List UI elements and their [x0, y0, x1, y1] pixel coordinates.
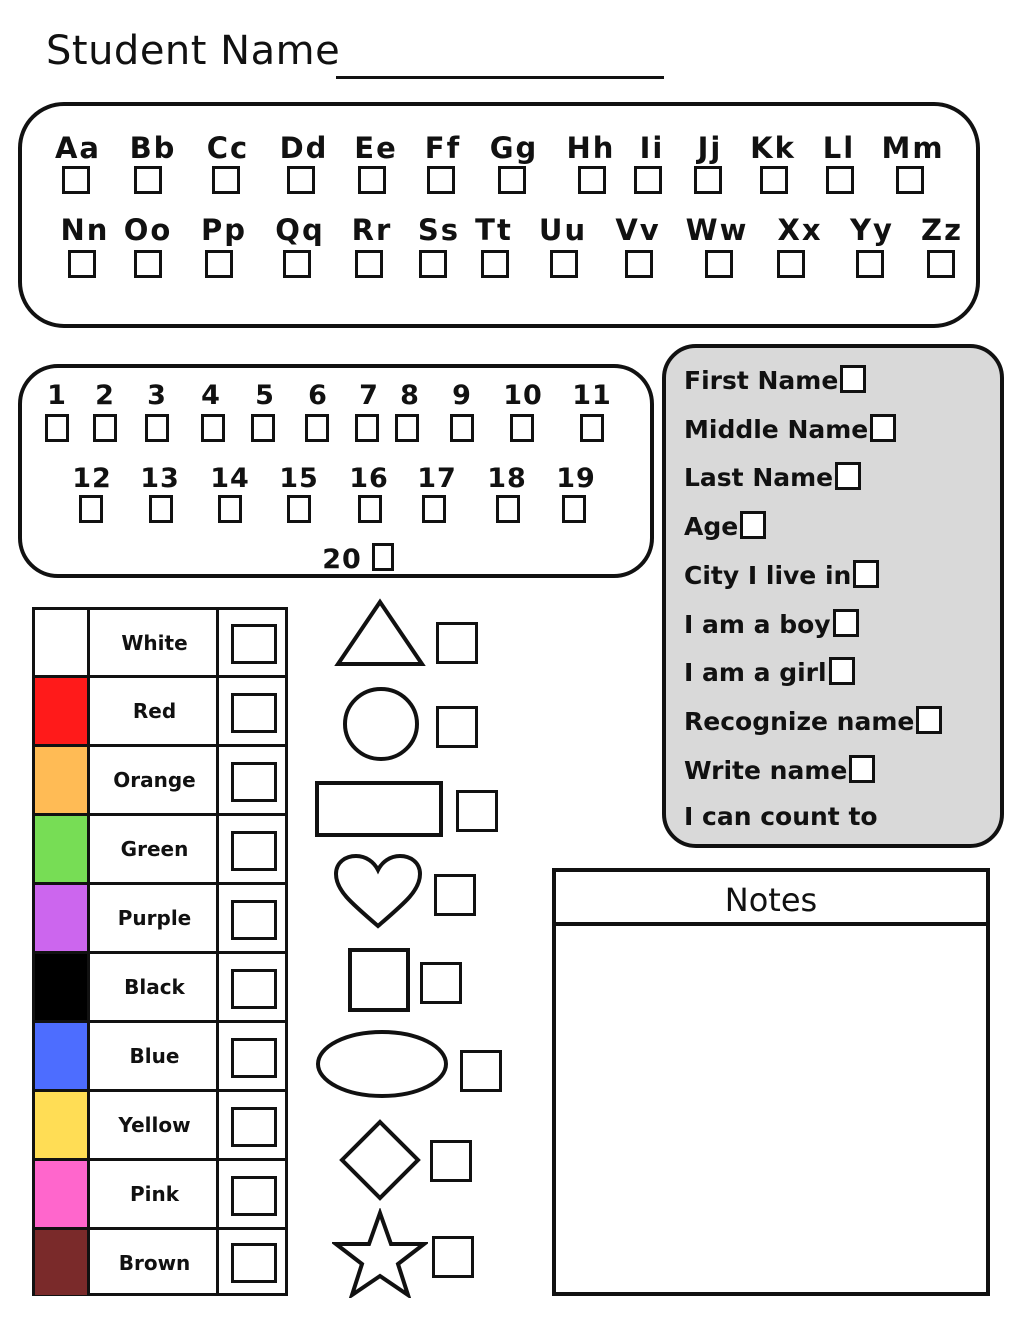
color-swatch — [35, 1161, 90, 1227]
color-row — [35, 1023, 285, 1092]
color-swatch — [35, 610, 90, 675]
color-checkbox[interactable] — [231, 1243, 277, 1283]
alphabet-checkbox[interactable] — [481, 250, 509, 278]
info-item-label: Middle Name — [684, 415, 869, 444]
alphabet-checkbox[interactable] — [634, 166, 662, 194]
number-checkbox[interactable] — [79, 495, 103, 523]
triangle-icon — [330, 596, 430, 670]
color-swatch — [35, 747, 90, 813]
alphabet-letter: Mm — [881, 131, 945, 165]
alphabet-letter: Aa — [54, 131, 102, 165]
info-item — [684, 804, 878, 829]
shape-checkbox[interactable] — [434, 874, 476, 916]
color-label: Green — [93, 816, 219, 882]
number-label: 10 — [503, 380, 543, 411]
number-label: 15 — [279, 463, 319, 494]
alphabet-checkbox[interactable] — [625, 250, 653, 278]
alphabet-letter: Xx — [777, 213, 823, 247]
info-item-checkbox[interactable] — [833, 609, 859, 637]
number-checkbox[interactable] — [287, 495, 311, 523]
number-checkbox[interactable] — [496, 495, 520, 523]
number-label: 16 — [349, 463, 389, 494]
shape-checkbox[interactable] — [430, 1140, 472, 1182]
number-checkbox[interactable] — [510, 414, 534, 442]
info-item-checkbox[interactable] — [916, 706, 942, 734]
number-checkbox[interactable] — [218, 495, 242, 523]
color-row — [35, 1092, 285, 1161]
color-table — [32, 607, 288, 1296]
circle-icon — [336, 684, 426, 764]
color-swatch — [35, 1092, 90, 1158]
number-label: 8 — [400, 380, 420, 411]
info-item — [684, 755, 875, 783]
number-label: 3 — [147, 380, 167, 411]
number-checkbox[interactable] — [580, 414, 604, 442]
color-label: Brown — [93, 1230, 219, 1295]
alphabet-checkbox[interactable] — [760, 166, 788, 194]
alphabet-checkbox[interactable] — [358, 166, 386, 194]
color-row — [35, 885, 285, 954]
info-item-checkbox[interactable] — [740, 511, 766, 539]
number-label: 2 — [95, 380, 115, 411]
number-label: 11 — [572, 380, 612, 411]
alphabet-letter: Ii — [639, 131, 665, 165]
alphabet-checkbox[interactable] — [283, 250, 311, 278]
alphabet-checkbox[interactable] — [550, 250, 578, 278]
shape-checkbox[interactable] — [420, 962, 462, 1004]
number-checkbox[interactable] — [305, 414, 329, 442]
student-name-line[interactable] — [336, 76, 664, 79]
number-label: 19 — [556, 463, 596, 494]
alphabet-checkbox[interactable] — [419, 250, 447, 278]
info-item-checkbox[interactable] — [840, 365, 866, 393]
color-row — [35, 678, 285, 747]
number-label: 7 — [359, 380, 379, 411]
alphabet-checkbox[interactable] — [134, 166, 162, 194]
alphabet-letter: Zz — [921, 213, 963, 247]
alphabet-checkbox[interactable] — [927, 250, 955, 278]
color-checkbox[interactable] — [231, 693, 277, 733]
alphabet-letter: Oo — [123, 213, 173, 247]
number-checkbox[interactable] — [45, 414, 69, 442]
star-icon — [332, 1208, 428, 1298]
number-label: 12 — [72, 463, 112, 494]
color-row — [35, 747, 285, 816]
color-label: Black — [93, 954, 219, 1020]
alphabet-letter: Ss — [417, 213, 461, 247]
info-item — [684, 511, 766, 539]
color-swatch — [35, 1230, 90, 1295]
student-name-label: Student Name — [46, 28, 341, 74]
alphabet-letter: Rr — [351, 213, 393, 247]
info-item-label: First Name — [684, 366, 839, 395]
number-label: 17 — [417, 463, 457, 494]
alphabet-checkbox[interactable] — [212, 166, 240, 194]
info-item — [684, 609, 859, 637]
square-icon — [344, 944, 414, 1016]
alphabet-checkbox[interactable] — [694, 166, 722, 194]
info-item — [684, 414, 896, 442]
color-checkbox[interactable] — [231, 1107, 277, 1147]
rectangle-icon — [312, 778, 446, 840]
color-label: Purple — [93, 885, 219, 951]
alphabet-letter: Hh — [566, 131, 616, 165]
alphabet-letter: Yy — [850, 213, 894, 247]
alphabet-letter: Ll — [822, 131, 856, 165]
color-label: Pink — [93, 1161, 219, 1227]
info-item — [684, 657, 855, 685]
info-item-checkbox[interactable] — [849, 755, 875, 783]
info-item-checkbox[interactable] — [835, 462, 861, 490]
info-item-label: I am a girl — [684, 658, 827, 687]
shape-checkbox[interactable] — [432, 1236, 474, 1278]
info-item-label: Write name — [684, 756, 848, 785]
alphabet-checkbox[interactable] — [578, 166, 606, 194]
color-label: Orange — [93, 747, 219, 813]
alphabet-checkbox[interactable] — [205, 250, 233, 278]
color-row — [35, 1161, 285, 1230]
color-label: Blue — [93, 1023, 219, 1089]
number-checkbox[interactable] — [355, 414, 379, 442]
number-checkbox[interactable] — [149, 495, 173, 523]
alphabet-letter: Qq — [275, 213, 325, 247]
color-label: White — [93, 610, 219, 675]
info-item-label: Recognize name — [684, 707, 915, 736]
number-label: 1 — [47, 380, 67, 411]
number-label: 9 — [452, 380, 472, 411]
number-label: 13 — [140, 463, 180, 494]
alphabet-letter: Dd — [279, 131, 329, 165]
color-label: Red — [93, 678, 219, 744]
number-label: 14 — [210, 463, 250, 494]
alphabet-letter: Bb — [129, 131, 177, 165]
shape-checkbox[interactable] — [436, 622, 478, 664]
alphabet-checkbox[interactable] — [777, 250, 805, 278]
alphabet-checkbox[interactable] — [498, 166, 526, 194]
alphabet-checkbox[interactable] — [896, 166, 924, 194]
info-item — [684, 462, 861, 490]
number-checkbox[interactable] — [562, 495, 586, 523]
number-checkbox[interactable] — [358, 495, 382, 523]
alphabet-checkbox[interactable] — [705, 250, 733, 278]
alphabet-checkbox[interactable] — [355, 250, 383, 278]
info-item-checkbox[interactable] — [870, 414, 896, 442]
color-checkbox[interactable] — [231, 1038, 277, 1078]
color-checkbox[interactable] — [231, 900, 277, 940]
alphabet-letter: Ee — [354, 131, 398, 165]
heart-icon — [330, 852, 426, 932]
color-checkbox[interactable] — [231, 762, 277, 802]
number-label: 5 — [255, 380, 275, 411]
color-checkbox[interactable] — [231, 624, 277, 664]
info-item — [684, 365, 866, 393]
color-swatch — [35, 678, 90, 744]
alphabet-checkbox[interactable] — [826, 166, 854, 194]
info-item — [684, 560, 879, 588]
color-swatch — [35, 954, 90, 1020]
alphabet-checkbox[interactable] — [134, 250, 162, 278]
alphabet-checkbox[interactable] — [62, 166, 90, 194]
oval-icon — [312, 1028, 452, 1100]
info-item-label: I am a boy — [684, 610, 831, 639]
notes-box[interactable] — [552, 868, 990, 1296]
number-label: 20 — [322, 544, 362, 575]
info-item — [684, 706, 942, 734]
color-row — [35, 816, 285, 885]
alphabet-letter: Ff — [424, 131, 462, 165]
number-checkbox[interactable] — [251, 414, 275, 442]
color-row — [35, 954, 285, 1023]
info-item-label: I can count to — [684, 802, 878, 831]
alphabet-checkbox[interactable] — [287, 166, 315, 194]
alphabet-letter: Kk — [750, 131, 796, 165]
alphabet-checkbox[interactable] — [68, 250, 96, 278]
number-checkbox[interactable] — [395, 414, 419, 442]
alphabet-letter: Tt — [475, 213, 513, 247]
number-checkbox[interactable] — [145, 414, 169, 442]
alphabet-letter: Ww — [685, 213, 749, 247]
number-checkbox[interactable] — [372, 543, 394, 571]
color-row — [35, 1230, 285, 1295]
number-label: 18 — [487, 463, 527, 494]
alphabet-letter: Jj — [697, 131, 723, 165]
number-label: 6 — [308, 380, 328, 411]
color-swatch — [35, 885, 90, 951]
alphabet-letter: Nn — [60, 213, 110, 247]
alphabet-checkbox[interactable] — [427, 166, 455, 194]
alphabet-checkbox[interactable] — [856, 250, 884, 278]
color-swatch — [35, 1023, 90, 1089]
number-label: 4 — [201, 380, 221, 411]
color-checkbox[interactable] — [231, 969, 277, 1009]
number-checkbox[interactable] — [450, 414, 474, 442]
info-item-label: City I live in — [684, 561, 852, 590]
shape-checkbox[interactable] — [436, 706, 478, 748]
number-checkbox[interactable] — [201, 414, 225, 442]
color-row — [35, 610, 285, 678]
color-label: Yellow — [93, 1092, 219, 1158]
number-checkbox[interactable] — [93, 414, 117, 442]
info-item-label: Age — [684, 512, 739, 541]
color-checkbox[interactable] — [231, 1176, 277, 1216]
diamond-icon — [336, 1116, 424, 1204]
shape-checkbox[interactable] — [456, 790, 498, 832]
notes-title: Notes — [556, 872, 986, 926]
alphabet-letter: Gg — [489, 131, 539, 165]
color-swatch — [35, 816, 90, 882]
alphabet-letter: Pp — [200, 213, 248, 247]
info-item-label: Last Name — [684, 463, 834, 492]
info-item-checkbox[interactable] — [829, 657, 855, 685]
color-checkbox[interactable] — [231, 831, 277, 871]
alphabet-letter: Vv — [615, 213, 661, 247]
alphabet-letter: Cc — [206, 131, 250, 165]
number-checkbox[interactable] — [422, 495, 446, 523]
alphabet-letter: Uu — [538, 213, 588, 247]
shape-checkbox[interactable] — [460, 1050, 502, 1092]
info-item-checkbox[interactable] — [853, 560, 879, 588]
